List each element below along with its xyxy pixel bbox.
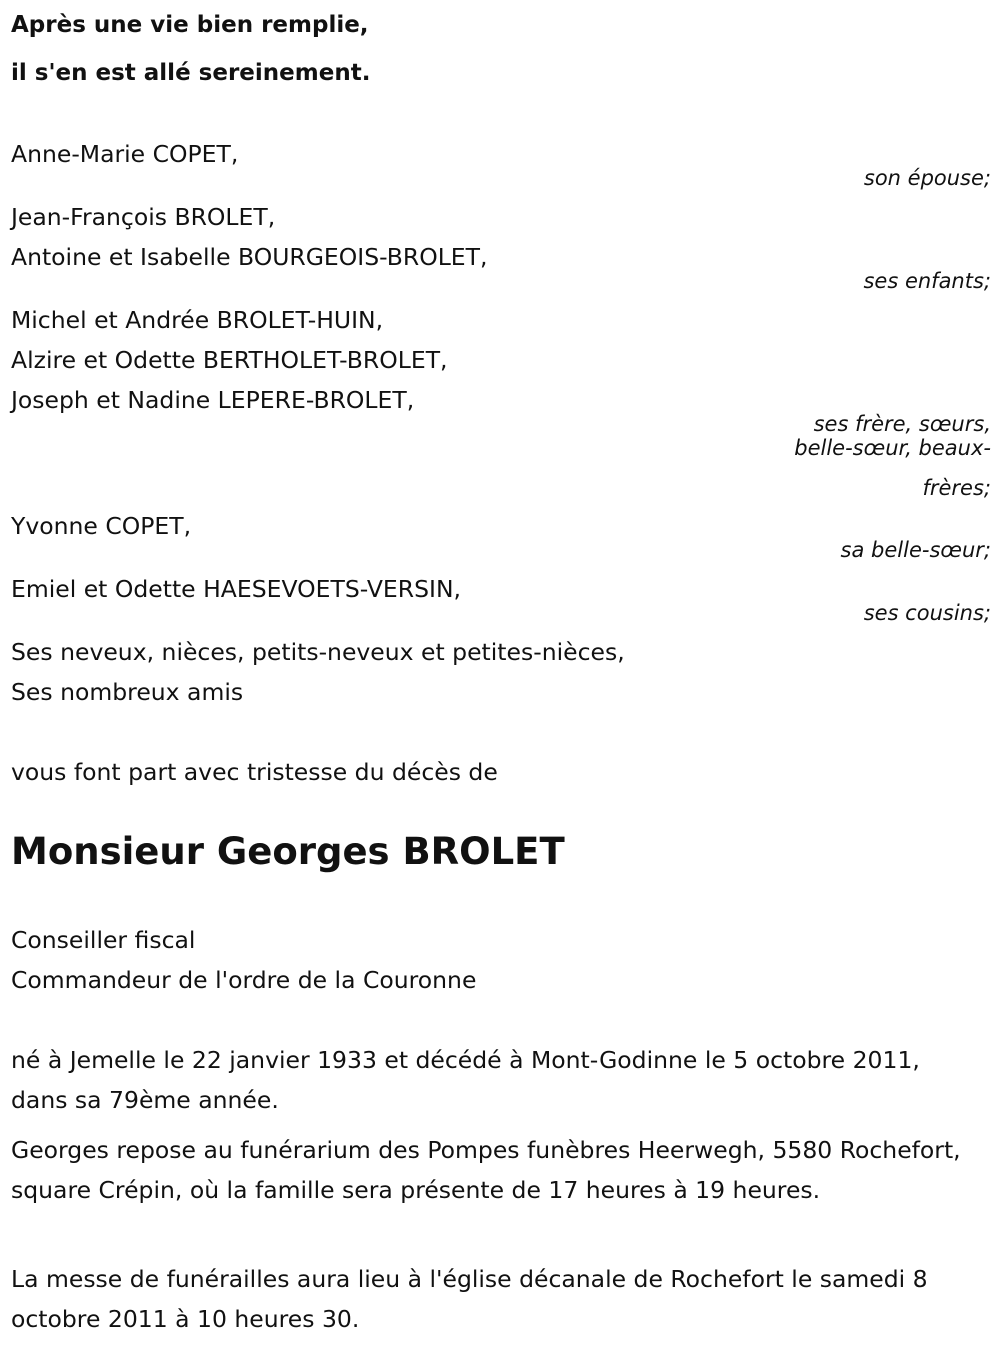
intro-line-1: Après une vie bien remplie, bbox=[11, 12, 369, 38]
intro-line-2: il s'en est allé sereinement. bbox=[11, 60, 371, 86]
sibling-name: Joseph et Nadine LEPERE-BROLET, bbox=[11, 386, 415, 414]
funeral-mass-paragraph: La messe de funérailles aura lieu à l'église décanale de Rochefort le samedi 8 octobre 2011 à 10 heures 30. bbox=[11, 1265, 928, 1333]
announcement-text: vous font part avec tristesse du décès de bbox=[11, 758, 498, 786]
child-name: Antoine et Isabelle BOURGEOIS-BROLET, bbox=[11, 243, 488, 271]
other-relatives: Ses neveux, nièces, petits-neveux et petites-nièces, bbox=[11, 638, 625, 666]
cousins-relation: ses cousins; bbox=[863, 601, 991, 625]
repose-paragraph: Georges repose au funérarium des Pompes funèbres Heerwegh, 5580 Rochefort, square Crépin, où la famille sera présente de 17 heures à 19 heures. bbox=[11, 1136, 961, 1204]
deceased-name: Monsieur Georges BROLET bbox=[11, 830, 565, 873]
sibling-name: Alzire et Odette BERTHOLET-BROLET, bbox=[11, 346, 448, 374]
siblings-relation-line: belle-sœur, beaux- bbox=[794, 436, 991, 460]
sister-in-law-relation: sa belle-sœur; bbox=[840, 538, 991, 562]
sister-in-law-name: Yvonne COPET, bbox=[11, 512, 192, 540]
child-name: Jean-François BROLET, bbox=[11, 203, 276, 231]
siblings-relation-line: frères; bbox=[922, 476, 991, 500]
spouse-name: Anne-Marie COPET, bbox=[11, 140, 239, 168]
deceased-title: Commandeur de l'ordre de la Couronne bbox=[11, 966, 477, 994]
sibling-name: Michel et Andrée BROLET-HUIN, bbox=[11, 306, 384, 334]
spouse-relation: son épouse; bbox=[863, 166, 991, 190]
birth-death-paragraph: né à Jemelle le 22 janvier 1933 et décédé à Mont-Godinne le 5 octobre 2011, dans sa 79ème année. bbox=[11, 1046, 920, 1114]
siblings-relation-line: ses frère, sœurs, bbox=[813, 412, 991, 436]
deceased-title: Conseiller fiscal bbox=[11, 926, 196, 954]
other-relatives: Ses nombreux amis bbox=[11, 678, 244, 706]
cousins-name: Emiel et Odette HAESEVOETS-VERSIN, bbox=[11, 575, 461, 603]
siblings-relation bbox=[794, 412, 991, 500]
children-relation: ses enfants; bbox=[863, 269, 991, 293]
